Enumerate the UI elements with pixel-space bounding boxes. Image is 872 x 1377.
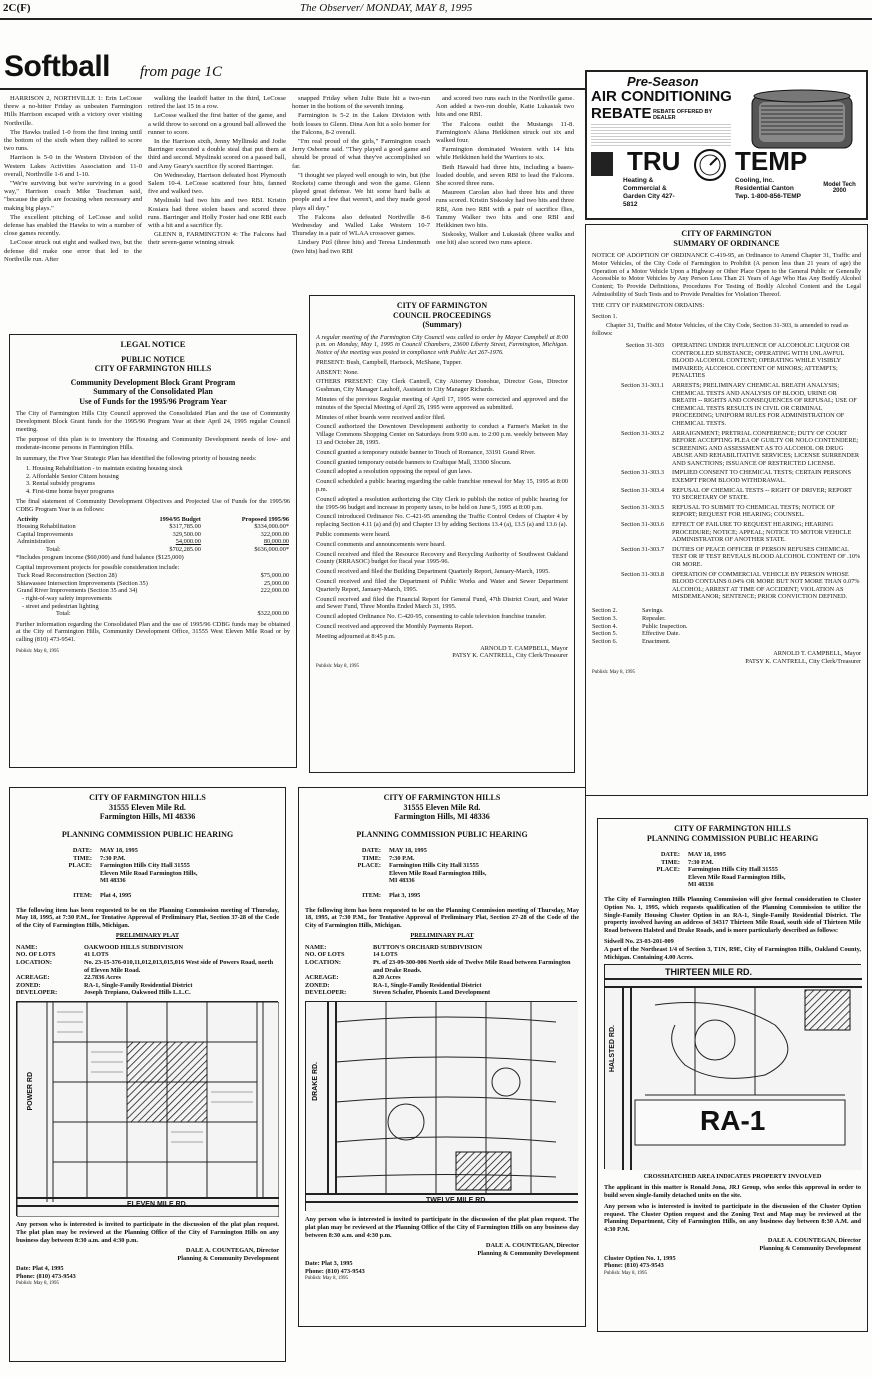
hearing-notice-cluster-option xyxy=(597,818,868,1332)
applicant-paragraph: The applicant in this matter is Ronald Jona, JRJ Group, who seeks this approval in order to build seven single-family detached units on the site. xyxy=(604,1184,861,1199)
hearing-place: Farmington Hills City Hall 31555 Eleven Mile Road Farmington Hills, MI 48336 xyxy=(688,866,786,889)
hearing-date-row: DATE: MAY 18, 1995 xyxy=(660,851,726,858)
clerk-signature: PATSY K. CANTRELL, City Clerk/Treasurer xyxy=(452,652,568,660)
hearing-subtitle: PRELIMINARY PLAT xyxy=(410,931,474,939)
hearing-date: MAY 18, 1995 xyxy=(100,847,138,854)
paragraph: Maureen Carolan also had three hits and three runs scored. Kristin Siskosky had two hits and three RBI, Aon two RBI with a pair of sacrifice flies, Tammy Walker two hits and one RBI and Heikkinen two hits. xyxy=(436,189,574,230)
article-title: Softball xyxy=(4,50,110,83)
hearing-time: 7:30 P.M. xyxy=(100,854,126,862)
plat-zoned: RA-1, Single-Family Residential District xyxy=(373,981,482,989)
section-text: Repealer. xyxy=(642,614,666,622)
paragraph: Myslinski had two hits and two RBI. Kristin Kosiara had three stolen bases and scored three runs. Barringer and Holly Foster had one RBI each with a hit and a sacrifice fly. xyxy=(148,197,286,230)
sidwell-number: Sidwell No. 23-03-201-009 xyxy=(604,937,674,945)
paragraph: The Falcons also defeated Northville 8-6 Wednesday and Walled Lake Western 10-7 Thursday in a pair of WLAA crossover games. xyxy=(292,213,430,238)
director-signature: DALE A. COUNTEGAN, Director xyxy=(185,1247,279,1255)
ordinance-ordains: THE CITY OF FARMINGTON ORDAINS: xyxy=(592,301,705,309)
paragraph: LeCosse walked the first batter of the game, and a wild throw to second on a ground ball allowed the runner to score. xyxy=(148,112,286,136)
public-notice-heading: PUBLIC NOTICE xyxy=(121,354,185,364)
section-text: ARRESTS; PRELIMINARY CHEMICAL BREATH ANALYSIS; CHEMICAL TESTS AND ANALYSIS OF BLOOD, URINE OR BREATH -- RIGHTS AND CONSEQUENCES OF REFUSAL; USE OF CHEMICAL TESTS RESULTS IN CIVIL OR CRIMINAL PROCEEDING; UNIFORM RULES FOR ADMINISTRATION OF CHEMICAL TESTS. xyxy=(672,381,857,427)
hearing-date: MAY 18, 1995 xyxy=(688,851,726,858)
hearing-footer: Any person who is interested is invited to participate in the discussion of the plat plan request. The plat plan may be reviewed at the Planning Office of the City of Farmington Hills on any business day between 8:30 a.m. and 4:30 p.m. xyxy=(305,1215,579,1239)
director-title: Planning & Community Development xyxy=(759,1244,861,1252)
table-row xyxy=(16,610,290,618)
list-item: 3. Rental subsidy programs xyxy=(26,480,95,488)
paragraph: HARRISON 2, NORTHVILLE 1: Erin LeCosse threw a no-hitter Friday as unbeaten Farmington Hills Harrison escaped with a victory over visiting Northville. xyxy=(4,95,142,127)
plan-heading: Summary of the Consolidated Plan xyxy=(93,387,213,396)
section-number: Section 3. xyxy=(592,614,618,622)
table-cell: Grand River Improvements (Section 35 and 34) xyxy=(17,587,138,595)
hearing-title: PLANNING COMMISSION PUBLIC HEARING xyxy=(646,833,819,843)
plat-ref: Date: Plat 3, 1995 xyxy=(305,1259,353,1267)
header-rule xyxy=(0,18,872,20)
ordinance-section xyxy=(592,487,861,502)
hearing-item: Plat 4, 1995 xyxy=(100,891,132,899)
council-paragraph: Meeting adjourned at 8:45 p.m. xyxy=(316,632,396,640)
hearing-place-row: PLACE: Farmington Hills City Hall 31555 Eleven Mile Road Farmington Hills, MI 48336 xyxy=(16,862,279,885)
paragraph: Harrison is 5-0 in the Western Division of the Western Lakes Activities Association and 11-0 overall, Northville 1-6 and 1-10. xyxy=(4,154,142,178)
section-number: Section 31-303 xyxy=(625,341,664,349)
section-number: Section 4. xyxy=(592,622,618,630)
table-row xyxy=(16,538,290,546)
section-text: EFFECT OF FAILURE TO REQUEST HEARING; HEARING PROCEDURE; NOTICE; APPEAL; NOTICE TO MOTOR VEHICLE ADMINISTRATOR OF ANOTHER STATE. xyxy=(672,521,852,544)
hearing-city: CITY OF FARMINGTON HILLS xyxy=(674,824,791,833)
section-text: ARRAIGNMENT; PRETRIAL CONFERENCE; DUTY OF COURT BEFORE ACCEPTING PLEA OF GUILTY OR NOLO CONTENDERE; SCREENING AND ASSESSMENT AS TO ALCOHOL OR DRUG ABUSE AND REHABILITATIVE SERVICES; LICENSE SURRENDER AND SANCTIONS; ISSUANCE OF RESTRICTED LICENSE. xyxy=(672,429,860,467)
hearing-date-row: DATE: MAY 18, 1995 xyxy=(361,847,427,854)
section-number: Section 31-303.3 xyxy=(620,469,664,477)
ordinance-title-1: CITY OF FARMINGTON xyxy=(681,229,772,238)
council-paragraph: PRESENT: Bush, Campbell, Hartsock, McShane, Tupper. xyxy=(316,358,462,366)
ad-fine-print xyxy=(591,124,731,146)
table-cell: Total: xyxy=(46,545,61,553)
hearing-place-row: PLACE: Farmington Hills City Hall 31555 Eleven Mile Road Farmington Hills, MI 48336 xyxy=(604,866,861,889)
plat-name: BUTTON'S ORCHARD SUBDIVISION xyxy=(373,943,483,951)
ordinance-tail-section xyxy=(592,623,861,631)
paragraph: Siskosky, Walker and Lukasiak (three walks and one hit) also scored two runs apiece. xyxy=(436,231,574,247)
paragraph: The purpose of this plan is to inventory the Housing and Community Development needs of low- and moderate-income persons in Farmington Hills. xyxy=(16,436,290,452)
plat-name-row: NAME: OAKWOOD HILLS SUBDIVISION xyxy=(16,944,279,952)
hearing-place: Farmington Hills City Hall 31555 Eleven Mile Road Farmington Hills, MI 48336 xyxy=(389,862,487,885)
plat-developer-row: DEVELOPER: Joseph Trepiano, Oakwood Hills L.L.C. xyxy=(16,989,279,997)
plat-name: OAKWOOD HILLS SUBDIVISION xyxy=(84,943,184,951)
page-number: 2C(F) xyxy=(3,2,31,14)
hearing-address: 31555 Eleven Mile Rd. xyxy=(403,802,481,812)
table-cell: 54,000.00 xyxy=(175,538,201,546)
paragraph: snapped Friday when Julie Buie hit a two-run homer in the bottom of the seventh inning. xyxy=(292,95,430,111)
section-text: DUTIES OF PEACE OFFICER IF PERSON REFUSES CHEMICAL TEST OR IF TEST REVEALS BLOOD ALCOHOL CONTENT OF .10% OR MORE. xyxy=(672,545,861,568)
council-paragraph: Council received and filed the Resource Recovery and Recycling Authority of Southwest Oakland County (RRRASOC) budget for fiscal year 1995-96. xyxy=(316,550,568,566)
table-cell: $636,000.00* xyxy=(254,545,289,553)
list-item: 1. Housing Rehabilitation - to maintain existing housing stock xyxy=(26,464,183,472)
council-paragraphs xyxy=(316,334,568,641)
council-paragraph: Minutes of other boards were received and/or filed. xyxy=(316,413,446,421)
table-row xyxy=(16,572,290,580)
section-text: OPERATION OF COMMERCIAL VEHICLE BY PERSON WHOSE BLOOD CONTAINS 0.04% OR MORE BUT NOT MORE THAN 0.07% ALCOHOL; ARREST AT TIME OF ACCIDENT; VIOLATION AS MISDEMEANOR; SENTENCE; PRIOR CONVICTION DEFINED. xyxy=(672,570,860,601)
paragraph: The Falcons outhit the Mustangs 11-8. Farmington's Alana Heikkinen struck out six and walked four. xyxy=(436,120,574,145)
hearing-city: CITY OF FARMINGTON HILLS xyxy=(89,793,206,802)
capital-heading: Capital improvement projects for possible consideration include: xyxy=(16,564,180,572)
section-number: Section 31-303.7 xyxy=(620,545,664,553)
map-side-road-label: DRAKE RD. xyxy=(312,1061,319,1101)
ordinance-section xyxy=(592,382,861,428)
hearing-title: PLANNING COMMISSION PUBLIC HEARING xyxy=(356,829,528,839)
paragraph: GLENN 8, FARMINGTON 4: The Falcons had their seven-game winning streak xyxy=(148,231,286,247)
program-heading: Community Development Block Grant Program xyxy=(70,377,236,387)
publish-date: Publish: May 8, 1995 xyxy=(305,1276,349,1282)
ad-rebate-note: REBATE OFFERED BY DEALER xyxy=(653,109,713,121)
plat-name-row: NAME: BUTTON'S ORCHARD SUBDIVISION xyxy=(305,944,579,952)
table-cell: 322,000.00 xyxy=(260,530,289,538)
plat-developer: Joseph Trepiano, Oakwood Hills L.L.C. xyxy=(84,989,191,997)
section-number: Section 6. xyxy=(592,638,618,646)
ordinance-tail-section xyxy=(592,638,861,646)
hearing-footer: Any person who is interested is invited to participate in the discussion of the plat plan request. The plat plan may be reviewed at the Planning Office of the City of Farmington Hills on any business day between 8:30 a.m. and 4:30 p.m. xyxy=(16,1220,279,1244)
paragraph: The City of Farmington Hills City Council approved the Consolidated Plan and the use of Community Development Block Grant funds for the 1995/96 Program Year at their April 24, 1995 regular Council meeting. xyxy=(16,410,290,433)
list-item: 4. First-time home buyer programs xyxy=(26,488,114,496)
council-paragraph: Council received and filed the Department of Public Works and Water and Sewer Department Quarterly Report, January-March, 1995. xyxy=(316,578,568,593)
article-rule xyxy=(0,88,600,90)
paragraph: Farmington is 5-2 in the Lakes Division with both losses to Glenn. Dina Aon hit a solo homer for the Falcons, 8-2 overall. xyxy=(292,112,430,136)
cdbg-legal-notice xyxy=(9,334,297,768)
hearing-city: CITY OF FARMINGTON HILLS xyxy=(383,793,501,802)
mayor-signature: ARNOLD T. CAMPBELL, Mayor xyxy=(480,644,568,652)
ad-headline: Pre-Season xyxy=(627,74,699,89)
article-column-1 xyxy=(4,95,142,275)
hearing-city-zip: Farmington Hills, MI 48336 xyxy=(99,812,196,821)
ad-line2: REBATE xyxy=(591,105,652,122)
hearing-address: 31555 Eleven Mile Rd. xyxy=(109,802,186,812)
council-paragraph: ABSENT: None. xyxy=(316,368,359,376)
hearing-city-zip: Farmington Hills, MI 48336 xyxy=(394,812,490,821)
hearing-body: The following item has been requested to be on the Planning Commission meeting of Thursday, May 18, 1995, at 7:30 P.M., for Tentative Approval of Preliminary Plat, Section 37-28 of the Code of the City of Farmington Hills, Michigan. xyxy=(16,906,279,930)
table-cell xyxy=(235,603,290,611)
table-cell: 222,000.00 xyxy=(260,587,289,595)
director-title: Planning & Community Development xyxy=(177,1255,279,1263)
paragraph: "We're surviving but we're surviving in a good way," Harrison coach Mike Teachman said, "because the girls are focusing when necessary and making big plays." xyxy=(4,180,142,212)
section-text: Effective Date. xyxy=(642,630,680,638)
ordinance-notice xyxy=(585,224,868,796)
table-cell: 80,000.00 xyxy=(263,538,289,546)
council-title-2: COUNCIL PROCEEDINGS xyxy=(392,310,491,320)
table-cell: $334,000.00* xyxy=(254,523,289,531)
hearing-time-row: TIME: 7:30 P.M. xyxy=(362,854,415,862)
cluster-map xyxy=(604,964,861,1169)
publish-date: Publish: May 8, 1995 xyxy=(316,664,360,670)
table-row xyxy=(16,603,290,611)
table-cell: 329,500.00 xyxy=(172,530,201,538)
paragraph: In summary, the Five Year Strategic Plan has identified the following priority of housing needs: xyxy=(16,454,257,462)
city-heading: CITY OF FARMINGTON HILLS xyxy=(94,364,212,373)
table-cell: 25,000.00 xyxy=(263,579,289,587)
paragraph: "I'm real proud of the girls," Farmington coach Jerry Osborne said. "They played a good game and should be proud of what they've accomplished so far. xyxy=(292,138,430,170)
section-number: Section 31-303.8 xyxy=(620,570,664,578)
plat-developer: Steven Schafer, Phoenix Land Development xyxy=(373,989,491,997)
table-cell: - right-of-way safety improvements xyxy=(22,594,112,602)
table-cell: Shiawassee Intersection Improvements (Section 35) xyxy=(17,579,148,587)
table-header: Activity xyxy=(17,515,39,523)
table-cell: Capital Improvements xyxy=(17,530,74,538)
cluster-map-drawing xyxy=(605,965,862,1170)
council-title-3: (Summary) xyxy=(422,320,462,329)
plat-acreage-row: ACREAGE: 8.20 Acres xyxy=(305,974,579,982)
ordinance-tail-list xyxy=(592,607,861,646)
hearing-item-row: ITEM: Plat 4, 1995 xyxy=(73,891,132,899)
hearing-place-row: PLACE: Farmington Hills City Hall 31555 Eleven Mile Road Farmington Hills, MI 48336 xyxy=(305,862,579,885)
air-conditioning-ad xyxy=(585,70,868,220)
paragraph: Beth Hawald had three hits, including a bases-loaded double, and seven RBI to lead the Falcons. She scored three runs. xyxy=(436,163,574,188)
section-text: OPERATING UNDER INFLUENCE OF ALCOHOLIC LIQUOR OR CONTROLLED SUBSTANCE; OPERATING WITH UNLAWFUL BLOOD ALCOHOL CONTENT; OPERATING WHILE VISIBLY IMPAIRED; ALCOHOL CONTENT OF MINORS; ATTEMPTS; PENALTIES xyxy=(672,341,850,380)
table-note: *Includes program income ($60,000) and fund balance ($125,000) xyxy=(16,553,184,561)
table-cell: $322,000.00 xyxy=(257,610,289,618)
ordinance-tail-section xyxy=(592,607,861,615)
ordinance-section xyxy=(592,504,861,519)
council-proceedings-notice xyxy=(309,295,575,773)
list-item: 2. Affordable Senior Citizen housing xyxy=(26,472,119,480)
plat-developer-row: DEVELOPER: Steven Schafer, Phoenix Land Development xyxy=(305,989,579,997)
plat-location: No. 23-15-376-010,11,012,013,015,016 West side of Powers Road, north of Eleven Mile Road. xyxy=(84,958,274,974)
plat-zoned-row: ZONED: RA-1, Single-Family Residential District xyxy=(305,982,579,990)
ordinance-chapter: Chapter 31, Traffic and Motor Vehicles, of the City Code, Section 31-303, is amended to read as follows: xyxy=(592,322,849,338)
plat-lots-row: NO. OF LOTS 14 LOTS xyxy=(305,951,579,959)
council-paragraph: Council received and filed the Financial Report for General Fund, 47th District Court, and Water and Sewer Fund, Three Months Ended March 31, 1995. xyxy=(316,595,568,611)
hearing-date-row: DATE: MAY 18, 1995 xyxy=(72,847,138,854)
plat-acreage: 22.7836 Acres xyxy=(84,974,121,982)
section-text: Public Inspection. xyxy=(642,622,688,630)
hearing-time-row: TIME: 7:30 P.M. xyxy=(73,854,126,862)
plat-lots: 41 LOTS xyxy=(84,951,109,959)
cluster-option-ref: Cluster Option No. 1, 1995 xyxy=(604,1254,676,1262)
paragraph: and scored two runs each in the Northville game. Aon added a two-run double, Katie Lukasiak two hits and one RBI. xyxy=(436,95,574,119)
legal-heading: LEGAL NOTICE xyxy=(120,339,186,349)
capital-table xyxy=(16,572,290,618)
council-paragraph: Council granted temporary outside banners to Craftique Mall, 33300 Slocum. xyxy=(316,458,512,466)
council-paragraph: Council scheduled a public hearing regarding the cable franchise renewal for May 15, 1995 at 8:00 p.m. xyxy=(316,478,568,494)
paragraph: Farmington dominated Western with 14 hits while Heikkinen held the Warriors to six. xyxy=(436,146,574,162)
ordinance-section-1: Section 1. xyxy=(592,312,618,320)
crosshatch-caption: CROSSHATCHED AREA INDICATES PROPERTY INVOLVED xyxy=(643,1173,822,1181)
council-paragraph: Public comments were heard. xyxy=(316,531,391,539)
ordinance-section xyxy=(592,521,861,544)
ordinance-section xyxy=(592,430,861,468)
council-paragraph: Council granted a temporary outside banner to Touch of Romance, 33191 Grand River. xyxy=(316,448,536,456)
table-cell xyxy=(235,595,290,603)
ad-line1: AIR CONDITIONING xyxy=(591,88,732,105)
paragraph: walking the leadoff batter in the third, LeCosse retired the last 15 in a row. xyxy=(148,95,286,111)
plat-map-drawing xyxy=(17,1002,279,1217)
publish-date: Publish: May 8, 1995 xyxy=(16,1281,60,1287)
plat-lots: 14 LOTS xyxy=(373,951,398,959)
table-cell: $317,785.00 xyxy=(169,523,201,531)
map-road-label: ELEVEN MILE RD. xyxy=(127,1200,188,1208)
paragraph: In the Harrison sixth, Jenny Myllinski and Jodie Barringer executed a double steal that put them at third and second. Myslinski scored on a passed ball, and Amy Geary's sacrifice fly scored Barringer. xyxy=(148,138,286,170)
funds-heading: Use of Funds for the 1995/96 Program Year xyxy=(79,396,227,406)
hearing-item-row: ITEM: Plat 3, 1995 xyxy=(362,891,421,899)
priority-list xyxy=(16,465,290,496)
plat-location: Pt. of 23-09-300-006 North side of Twelve Mile Road between Farmington and Drake Roads. xyxy=(373,958,571,974)
ordinance-section xyxy=(592,469,861,484)
council-paragraph: OTHERS PRESENT: City Clerk Cantrell, City Attorney Donohue, Director Goss, Director Gushman, City Manager Lauhoff, Assistant to City Manager Richards. xyxy=(316,378,568,394)
plat-zoned: RA-1, Single-Family Residential District xyxy=(84,981,193,989)
phone: Phone: (810) 473-9543 xyxy=(305,1267,365,1275)
hearing-notice-oakwood xyxy=(9,787,286,1362)
map-side-road-label: POWER RD xyxy=(27,1071,34,1111)
table-row xyxy=(16,587,290,595)
plat-zoned-row: ZONED: RA-1, Single-Family Residential District xyxy=(16,982,279,990)
council-paragraph: Council adopted a resolution opposing the repeal of gun laws. xyxy=(316,468,472,476)
article-jump-line: from page 1C xyxy=(140,64,222,80)
ordinance-title-2: SUMMARY OF ORDINANCE xyxy=(673,238,780,248)
hearing-date: MAY 18, 1995 xyxy=(389,847,427,854)
section-text: IMPLIED CONSENT TO CHEMICAL TESTS; CERTAIN PERSONS EXEMPT FROM BLOOD WITHDRAWAL. xyxy=(672,469,851,485)
section-number: Section 31-303.4 xyxy=(620,486,664,494)
ac-unit-icon xyxy=(747,88,857,154)
table-cell: Tuck Road Reconstruction (Section 28) xyxy=(17,572,117,580)
table-row xyxy=(16,546,290,554)
council-title-1: CITY OF FARMINGTON xyxy=(396,301,488,310)
section-number: Section 31-303.6 xyxy=(620,521,664,529)
article-column-3 xyxy=(292,95,430,275)
hearing-subtitle: PRELIMINARY PLAT xyxy=(115,931,180,939)
map-road-label: THIRTEEN MILE RD. xyxy=(665,967,752,978)
property-description: A part of the Northeast 1/4 of Section 3, T1N, R9E, City of Farmington Hills, Oakland County, Michigan. Containing 4.00 Acres. xyxy=(604,945,861,961)
table-row xyxy=(16,523,290,531)
council-paragraph: Council introduced Ordinance No. C-421-95 amending the Traffic Control Orders of Chapter 4 by replacing Section 4.11 (a) and (b) and Chapter 13 by adding Sections 13.4 (a), 13.5 (a) and 13.6 (a). xyxy=(316,513,568,529)
table-row xyxy=(16,595,290,603)
thermostat-icon xyxy=(692,147,728,183)
publish-date: Publish: May 8, 1995 xyxy=(16,649,60,655)
hearing-time: 7:30 P.M. xyxy=(389,854,415,862)
map-zone-label: RA-1 xyxy=(700,1105,766,1137)
ordinance-tail-section xyxy=(592,615,861,623)
ordinance-intro: NOTICE OF ADOPTION OF ORDINANCE C-419-95, an Ordinance to Amend Chapter 31, Traffic and Motor Vehicles, of the City Code of Farmington to Prohibit (A person less than 21 years of age) the Operation of a Motor Vehicle Upon a Highway or Other Place Open to the General Public or Generally Accessible to Motor Vehicles by Any Person Less Than 21 Years of Age Who Has Any Bodily Alcohol Content; To Provide Definitions, Procedures For Testing of Bodily Alcohol Content and the Legal Admissibility of Such Tests and to Provide Penalties for Violation Thereof. xyxy=(592,252,861,298)
clerk-signature: PATSY K. CANTRELL, City Clerk/Treasurer xyxy=(745,657,861,665)
table-header: 1994/95 Budget xyxy=(159,515,201,523)
ad-left-contact: Heating & Commercial & Garden City 427-5812 xyxy=(623,177,675,208)
council-paragraph: Council adopted Ordinance No. C-420-95, consenting to cable television franchise transfer. xyxy=(316,613,547,621)
table-cell: $75,000.00 xyxy=(260,572,289,580)
paragraph: On Wednesday, Harrison defeated host Plymouth Salem 10-4. LeCosse scattered four hits, fanned five and walked two. xyxy=(148,171,286,196)
plat-location-row: LOCATION: No. 23-15-376-010,11,012,013,015,016 West side of Powers Road, north of Eleven Mile Road. xyxy=(16,959,279,974)
hearing-body: The City of Farmington Hills Planning Commission will give formal consideration to Cluster Option No. 1, 1995, which requests qualification of the Planning Commission to utilize the Single-Family Housing Cluster Option in an RA-1, Single-Family Residential District. The property involved having an address of 34317 Thirteen Mile Road, south side of Thirteen Mile Road between Halsted and Drake Roads, and is more particularly described as follows: xyxy=(604,895,861,935)
plat-map-oakwood xyxy=(16,1001,278,1216)
council-paragraph: Council adopted a resolution authorizing the City Clerk to publish the notice of public hearing for the 1995-96 budget and increase in property taxes, to be held on June 5, 1995 at 8:00 p.m. xyxy=(316,495,568,511)
table-cell: Administration xyxy=(17,538,56,546)
paragraph: The excellent pitching of LeCosse and solid defense has enabled the Hawks to win a number of close games recently. xyxy=(4,213,142,238)
plat-lots-row: NO. OF LOTS 41 LOTS xyxy=(16,951,279,959)
section-number: Section 5. xyxy=(592,630,618,638)
paragraph: "I thought we played well enough to win, but (the Rockets) came through and won the game. Glenn played great defense. We hit some hard balls at people and a few that weren't, and they made good plays all day." xyxy=(292,171,430,212)
director-signature: DALE A. COUNTEGAN, Director xyxy=(767,1236,861,1244)
plat-map-drawing xyxy=(306,1002,578,1212)
table-cell: Total: xyxy=(56,610,71,618)
section-text: Enactment. xyxy=(642,638,671,646)
logo-block-icon xyxy=(591,152,613,176)
publish-date: Publish: May 8, 1995 xyxy=(604,1271,648,1277)
table-cell: $702,285.00 xyxy=(169,545,201,553)
table-row xyxy=(16,580,290,588)
section-number: Section 31-303.2 xyxy=(620,429,664,437)
ad-model: Model Tech 2000 xyxy=(823,182,856,194)
paragraph: The Hawks trailed 1-0 from the first inning until the bottom of the sixth when they rallied to score two runs. xyxy=(4,128,142,153)
mayor-signature: ARNOLD T. CAMPBELL, Mayor xyxy=(773,649,861,657)
director-title: Planning & Community Development xyxy=(477,1250,579,1258)
map-side-road-label: HALSTED RD. xyxy=(609,1025,616,1073)
article-column-2 xyxy=(148,95,286,275)
table-cell: Housing Rehabilitation xyxy=(17,523,76,531)
paragraph: Further information regarding the Consolidated Plan and the use of 1995/96 CDBG funds may be obtained at the City of Farmington Hills, Community Development Office, 31555 West Eleven Mile Road or by calling (810) 473-9541. xyxy=(16,620,290,644)
hearing-place: Farmington Hills City Hall 31555 Eleven Mile Road Farmington Hills, MI 48336 xyxy=(100,862,198,885)
section-text: REFUSAL TO SUBMIT TO CHEMICAL TESTS; NOTICE OF REPORT; REQUEST FOR HEARING; COUNSEL. xyxy=(672,503,835,519)
plat-acreage-row: ACREAGE: 22.7836 Acres xyxy=(16,974,279,982)
hearing-time: 7:30 P.M. xyxy=(688,858,714,866)
map-road-label: TWELVE MILE RD. xyxy=(426,1196,488,1204)
council-paragraph: Minutes of the previous Regular meeting of April 17, 1995 were corrected and approved and the minutes of the Special Meeting of April 26, 1995 were approved as submitted. xyxy=(316,396,568,411)
table-header: Proposed 1995/96 xyxy=(241,515,289,523)
council-paragraph: Council authorized the Downtown Development authority to conduct a Farmer's Market in the Village Commons Shopping Center on Saturdays from 9:00 a.m. to 2:00 p.m. weekly between May 13 and October 28, 1995. xyxy=(316,423,568,447)
ordinance-section xyxy=(592,571,861,601)
budget-table xyxy=(16,516,290,554)
ad-brand-temp: TEMP xyxy=(735,146,808,176)
ad-brand-tru: TRU xyxy=(627,146,681,176)
ordinance-section xyxy=(592,342,861,380)
ordinance-section xyxy=(592,546,861,569)
phone: Phone: (810) 473-9543 xyxy=(604,1262,664,1270)
hearing-time-row: TIME: 7:30 P.M. xyxy=(661,858,714,866)
section-text: REFUSAL OF CHEMICAL TESTS -- RIGHT OF DRIVER; REPORT TO SECRETARY OF STATE. xyxy=(672,486,852,502)
hearing-item: Plat 3, 1995 xyxy=(389,891,421,899)
ordinance-section-list xyxy=(592,342,861,601)
ad-right-contact: Cooling, Inc. Residential Canton Twp. 1-800-856-TEMP xyxy=(735,177,801,200)
plat-ref: Date: Plat 4, 1995 xyxy=(16,1264,64,1272)
council-paragraph: Council comments and announcements were heard. xyxy=(316,540,446,548)
masthead: The Observer/ MONDAY, MAY 8, 1995 xyxy=(300,2,473,14)
table-cell: - street and pedestrian lighting xyxy=(22,602,99,610)
council-paragraph: A regular meeting of the Farmington City Council was called to order by Mayor Campbell at 8:00 p.m. on Monday, May 1, 1995 in Council Chambers, 23600 Liberty Street, Farmington, Michigan. Notice of the meeting was posted in compliance with Public Act 267-1976. xyxy=(316,333,568,357)
paragraph: The final statement of Community Development Objectives and Projected Use of Funds for the 1995/96 CDBG Program Year is as follows: xyxy=(16,497,290,513)
publish-date: Publish: May 8, 1995 xyxy=(592,669,636,675)
director-signature: DALE A. COUNTEGAN, Director xyxy=(485,1242,579,1250)
council-paragraph: Council received and approved the Monthly Payments Report. xyxy=(316,623,474,630)
section-number: Section 31-303.1 xyxy=(620,381,664,389)
plat-map-buttons-orchard xyxy=(305,1001,577,1211)
plat-location-row: LOCATION: Pt. of 23-09-300-006 North side of Twelve Mile Road between Farmington and Drake Roads. xyxy=(305,959,579,974)
ordinance-tail-section xyxy=(592,630,861,638)
council-paragraph: Council received and filed the Building Department Quarterly Report, January-March, 1995. xyxy=(316,568,550,576)
table-row xyxy=(16,531,290,539)
paragraph: Lindsey Pizl (three hits) and Teresa Lindenmuth (two hits) had two RBI xyxy=(292,239,430,255)
hearing-footer: Any person who is interested is invited to participate in the discussion of the Cluster Option request. The Cluster Option request and the Zoning Text and Map may be reviewed at the Planning Department, City of Farmington Hills, on any business day between 8:30 A.M. and 4:30 P.M. xyxy=(604,1202,861,1234)
paragraph: LeCosse struck out eight and walked two, but the defense did make one error that led to the Northville run. After xyxy=(4,239,142,263)
hearing-notice-buttons-orchard xyxy=(298,787,586,1327)
phone: Phone: (810) 473-9543 xyxy=(16,1272,76,1280)
section-text: Savings. xyxy=(642,606,664,614)
article-column-4 xyxy=(436,95,574,275)
table-header-row xyxy=(16,516,290,524)
section-number: Section 2. xyxy=(592,606,618,614)
section-number: Section 31-303.5 xyxy=(620,503,664,511)
hearing-body: The following item has been requested to be on the Planning Commission meeting of Thursday, May 18, 1995, at 7:30 P.M., for Tentative Approval of Preliminary Plat, Section 27-28 of the Code of the City of Farmington Hills, Michigan. xyxy=(305,906,579,930)
hearing-title: PLANNING COMMISSION PUBLIC HEARING xyxy=(61,829,234,839)
plat-acreage: 8.20 Acres xyxy=(373,974,401,982)
